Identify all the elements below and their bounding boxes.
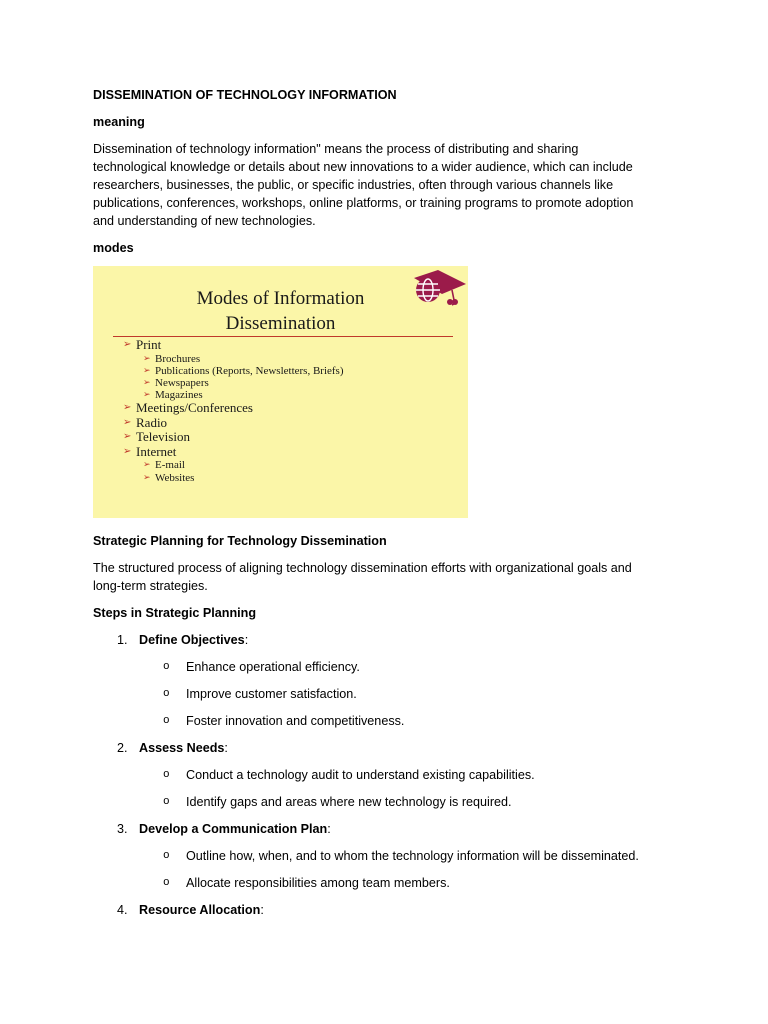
steps-list	[93, 631, 678, 919]
slide-title-line: Modes of Information	[196, 288, 365, 309]
slide-list-item-text: Television	[136, 429, 190, 445]
document-page	[93, 86, 678, 928]
step-label: Develop a Communication Plan	[139, 822, 328, 836]
step-number: 1.	[117, 633, 128, 647]
step-header	[93, 631, 678, 649]
step-label-colon: :	[260, 903, 264, 917]
strategic-line: long-term strategies.	[93, 579, 208, 593]
step-number: 2.	[117, 741, 128, 755]
step-bullet-text: Improve customer satisfaction.	[186, 687, 357, 701]
slide-list-item	[123, 472, 344, 484]
step-item	[93, 631, 678, 730]
step-bullet-item	[93, 712, 678, 730]
step-label-colon: :	[244, 633, 249, 647]
modes-slide-image	[93, 266, 468, 518]
step-bullet-text: Identify gaps and areas where new technology is required.	[186, 795, 512, 809]
meaning-line: researchers, businesses, the public, or specific industries, often through various channels like	[93, 178, 614, 192]
step-bullet-item	[93, 793, 678, 811]
slide-list-item	[123, 338, 344, 353]
step-bullet-item	[93, 874, 678, 892]
hollow-bullet-icon: o	[163, 688, 170, 700]
modes-heading: modes	[93, 241, 134, 255]
meaning-line: publications, conferences, workshops, online platforms, or training programs to promote adoption	[93, 196, 634, 210]
arrow-bullet-icon: ➢	[123, 339, 132, 350]
slide-list-item-text: Radio	[136, 414, 168, 430]
step-bullet-text: Allocate responsibilities among team members.	[186, 876, 450, 890]
slide-list-item	[123, 445, 344, 460]
arrow-bullet-icon: ➢	[143, 365, 151, 376]
step-header	[93, 820, 678, 838]
slide-list-item-text: Publications (Reports, Newsletters, Briefs)	[155, 364, 344, 377]
arrow-bullet-icon: ➢	[123, 402, 132, 414]
arrow-bullet-icon: ➢	[123, 431, 132, 443]
hollow-bullet-icon: o	[163, 877, 170, 889]
step-bullet-text: Foster innovation and competitiveness.	[186, 714, 405, 728]
steps-heading: Steps in Strategic Planning	[93, 606, 257, 620]
meaning-paragraph	[93, 140, 678, 230]
slide-list-item-text: E-mail	[155, 459, 185, 472]
step-number: 4.	[117, 903, 128, 917]
step-bullet-item	[93, 658, 678, 676]
step-item	[93, 739, 678, 811]
meaning-line: technological knowledge or details about new innovations to a wider audience, which can include	[93, 160, 633, 174]
arrow-bullet-icon: ➢	[143, 472, 151, 483]
hollow-bullet-icon: o	[163, 715, 170, 727]
step-bullet-text: Outline how, when, and to whom the technology information will be disseminated.	[186, 849, 639, 863]
slide-title-line: Dissemination	[225, 313, 336, 334]
slide-list-item	[123, 416, 344, 431]
step-label: Assess Needs	[139, 741, 225, 755]
step-header	[93, 739, 678, 757]
slide-list-item-text: Internet	[136, 443, 177, 459]
step-bullet-item	[93, 766, 678, 784]
slide-list-item	[123, 401, 344, 416]
slide-divider	[113, 336, 453, 337]
step-bullet-list	[93, 658, 678, 730]
hollow-bullet-icon: o	[163, 769, 170, 781]
meaning-line: and understanding of new technologies.	[93, 214, 316, 228]
step-label: Resource Allocation	[139, 903, 261, 917]
slide-list-item-text: Websites	[155, 471, 195, 484]
arrow-bullet-icon: ➢	[143, 377, 151, 388]
slide-list-item-text: Magazines	[155, 389, 203, 402]
strategic-line: The structured process of aligning technology dissemination efforts with organizational goals and	[93, 561, 632, 575]
arrow-bullet-icon: ➢	[143, 460, 151, 471]
arrow-bullet-icon: ➢	[143, 353, 151, 364]
hollow-bullet-icon: o	[163, 661, 170, 673]
slide-list-item	[123, 365, 344, 377]
meaning-heading: meaning	[93, 115, 145, 129]
step-bullet-list	[93, 766, 678, 811]
slide-list-item-text: Newspapers	[155, 376, 209, 389]
step-label-colon: :	[327, 822, 331, 836]
slide-list-item-text: Brochures	[155, 352, 201, 365]
step-item	[93, 820, 678, 892]
step-bullet-list	[93, 847, 678, 892]
step-bullet-item	[93, 847, 678, 865]
arrow-bullet-icon: ➢	[123, 416, 132, 428]
globe-mortarboard-icon	[408, 268, 468, 308]
step-item	[93, 901, 678, 919]
slide-list-item	[123, 377, 344, 389]
slide-list-item	[123, 430, 344, 445]
meaning-line: Dissemination of technology information" means the process of distributing and sharing	[93, 142, 579, 156]
step-bullet-item	[93, 685, 678, 703]
document-title: DISSEMINATION OF TECHNOLOGY INFORMATION	[93, 88, 397, 102]
slide-list-item-text: Print	[136, 337, 162, 352]
slide-list-item	[123, 459, 344, 471]
step-number: 3.	[117, 822, 128, 836]
slide-list	[123, 338, 344, 484]
step-bullet-text: Enhance operational efficiency.	[186, 660, 360, 674]
step-label: Define Objectives	[139, 633, 245, 647]
step-header	[93, 901, 678, 919]
step-bullet-text: Conduct a technology audit to understand existing capabilities.	[186, 768, 535, 782]
slide-list-item	[123, 353, 344, 365]
step-label-colon: :	[224, 741, 228, 755]
strategic-paragraph	[93, 559, 678, 595]
arrow-bullet-icon: ➢	[123, 445, 132, 457]
arrow-bullet-icon: ➢	[143, 390, 151, 401]
hollow-bullet-icon: o	[163, 850, 170, 862]
slide-list-item-text: Meetings/Conferences	[136, 400, 253, 416]
hollow-bullet-icon: o	[163, 796, 170, 808]
strategic-heading: Strategic Planning for Technology Dissemination	[93, 534, 387, 548]
